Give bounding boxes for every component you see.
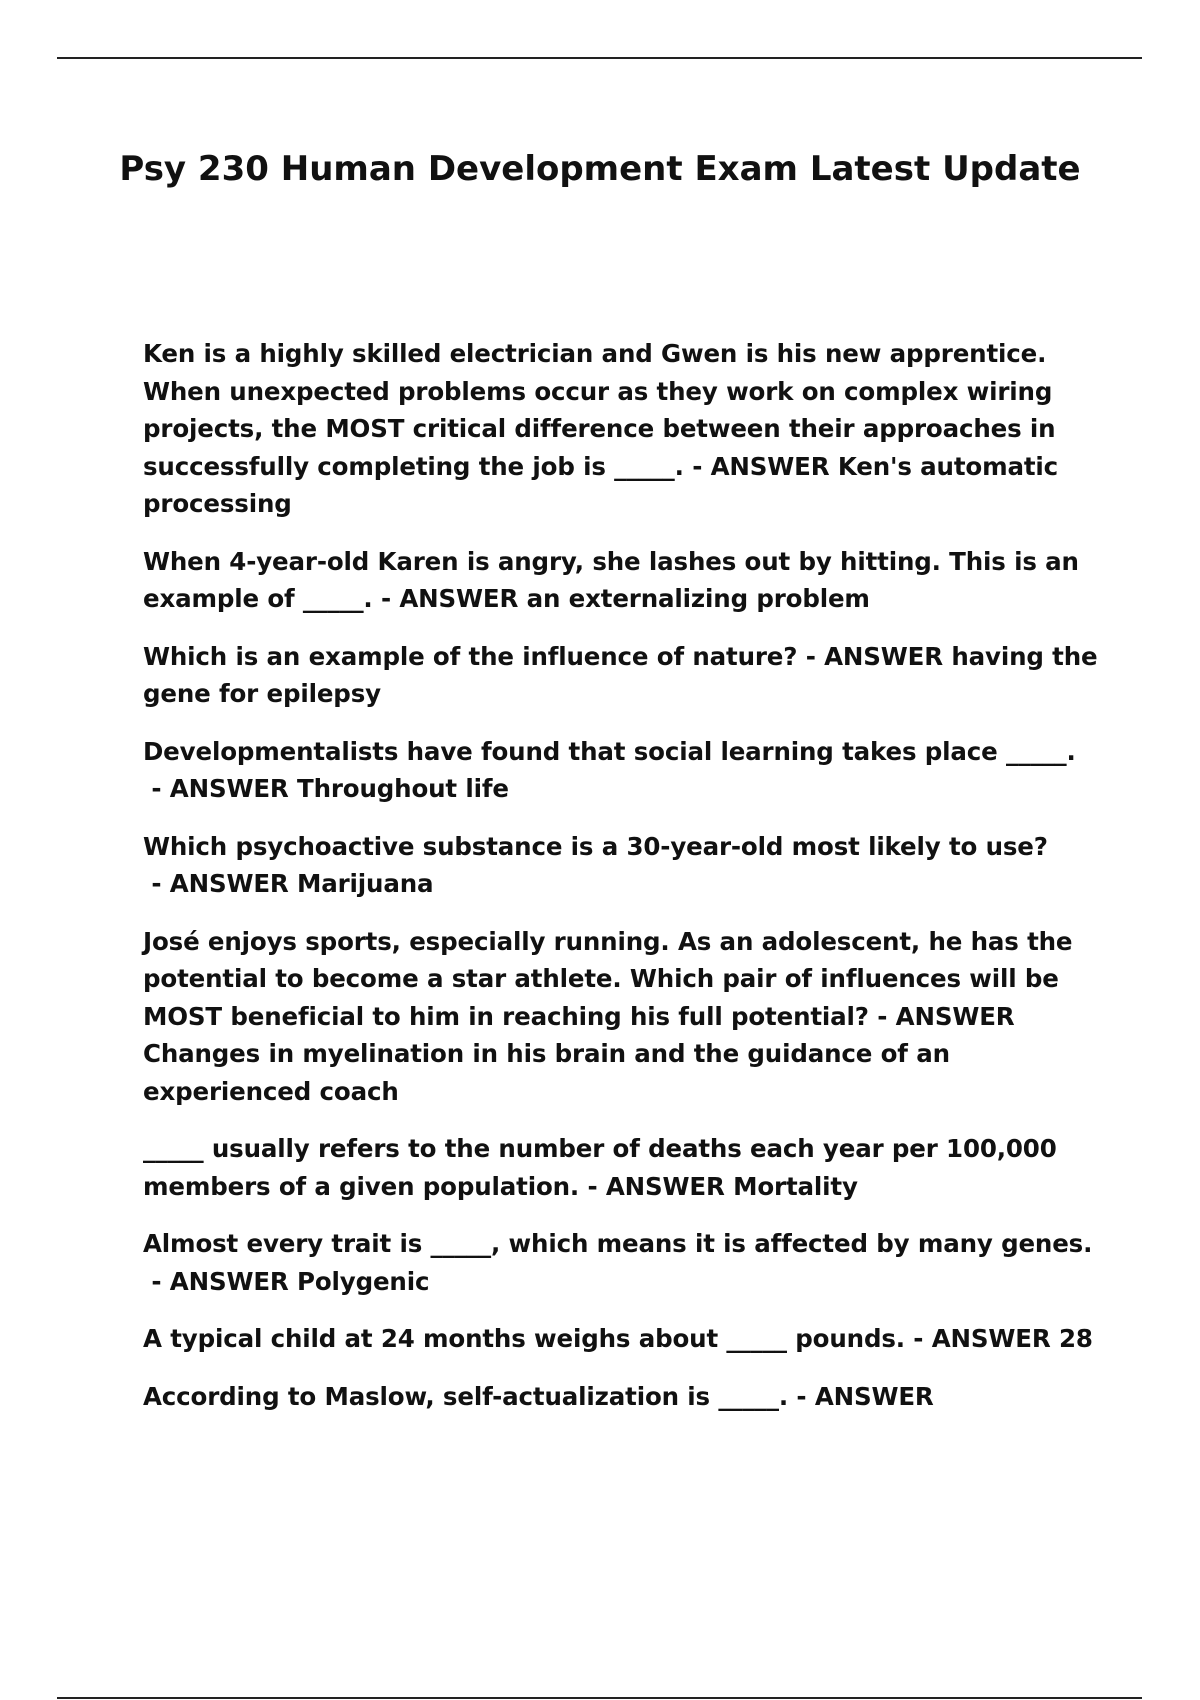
question-text: Developmentalists have found that social learning takes place _____. bbox=[143, 736, 1076, 766]
question-text: A typical child at 24 months weighs about _____ pounds. bbox=[143, 1324, 905, 1353]
answer-label: ANSWER bbox=[710, 451, 830, 481]
answer-label: ANSWER bbox=[605, 1171, 725, 1201]
question-text: Ken is a highly skilled electrician and Gwen is his new apprentice. When unexpected problems occur as they work on complex wiring projects, the MOST critical difference between their approaches in successfully completing the job is _____. bbox=[143, 339, 1056, 481]
question-text: According to Maslow, self-actualization is _____. bbox=[143, 1381, 789, 1411]
question-text: When 4-year-old Karen is angry, she lashes out by hitting. This is an example of _____. bbox=[143, 546, 1079, 613]
answer-text: Polygenic bbox=[297, 1266, 430, 1296]
question-text: Which psychoactive substance is a 30-year-old most likely to use? bbox=[143, 831, 1048, 861]
answer-text: 28 bbox=[1058, 1324, 1093, 1353]
qa-item bbox=[143, 543, 1103, 618]
qa-item bbox=[143, 923, 1103, 1111]
answer-label: ANSWER bbox=[895, 1001, 1015, 1031]
answer-label: ANSWER bbox=[931, 1324, 1051, 1353]
question-text: José enjoys sports, especially running. As an adolescent, he has the potential to become a star athlete. Which pair of influences will be MOST beneficial to him in reaching his full potential? bbox=[143, 926, 1073, 1031]
question-text: Which is an example of the influence of nature? bbox=[143, 641, 798, 671]
question-text: _____ usually refers to the number of deaths each year per 100,000 members of a given population. bbox=[143, 1134, 1057, 1201]
separator: - bbox=[683, 451, 711, 481]
answer-text: Ken's automatic processing bbox=[143, 451, 1059, 518]
separator: - bbox=[143, 774, 170, 803]
top-rule bbox=[57, 57, 1142, 59]
answer-label: ANSWER bbox=[399, 584, 519, 613]
separator: - bbox=[904, 1324, 932, 1353]
qa-item bbox=[143, 733, 1103, 808]
answer-text: Changes in myelination in his brain and the guidance of an experienced coach bbox=[143, 1039, 950, 1106]
answer-label: ANSWER bbox=[169, 1266, 289, 1296]
answer-text: Marijuana bbox=[297, 869, 434, 898]
question-answer-list bbox=[143, 335, 1103, 1435]
qa-item bbox=[143, 638, 1103, 713]
answer-text: an externalizing problem bbox=[526, 584, 870, 613]
answer-text: having the gene for epilepsy bbox=[143, 641, 1098, 708]
qa-item bbox=[143, 1320, 1103, 1358]
separator: - bbox=[579, 1171, 606, 1201]
separator: - bbox=[788, 1381, 815, 1411]
qa-item bbox=[143, 1225, 1103, 1300]
qa-item bbox=[143, 1130, 1103, 1205]
answer-label: ANSWER bbox=[169, 774, 289, 803]
answer-text: Throughout life bbox=[297, 774, 509, 803]
answer-label: ANSWER bbox=[824, 641, 943, 671]
answer-text: Mortality bbox=[733, 1171, 858, 1201]
qa-item bbox=[143, 335, 1103, 523]
separator: - bbox=[143, 869, 170, 898]
separator: - bbox=[372, 584, 400, 613]
page-title: Psy 230 Human Development Exam Latest Update bbox=[119, 149, 1081, 189]
answer-label: ANSWER bbox=[169, 869, 289, 898]
separator: - bbox=[797, 641, 825, 671]
question-text: Almost every trait is _____, which means it is affected by many genes. bbox=[143, 1229, 1093, 1258]
answer-label: ANSWER bbox=[814, 1381, 934, 1411]
qa-item bbox=[143, 828, 1103, 903]
separator: - bbox=[143, 1266, 170, 1296]
separator: - bbox=[868, 1001, 896, 1031]
bottom-rule bbox=[57, 1697, 1142, 1699]
qa-item bbox=[143, 1378, 1103, 1416]
